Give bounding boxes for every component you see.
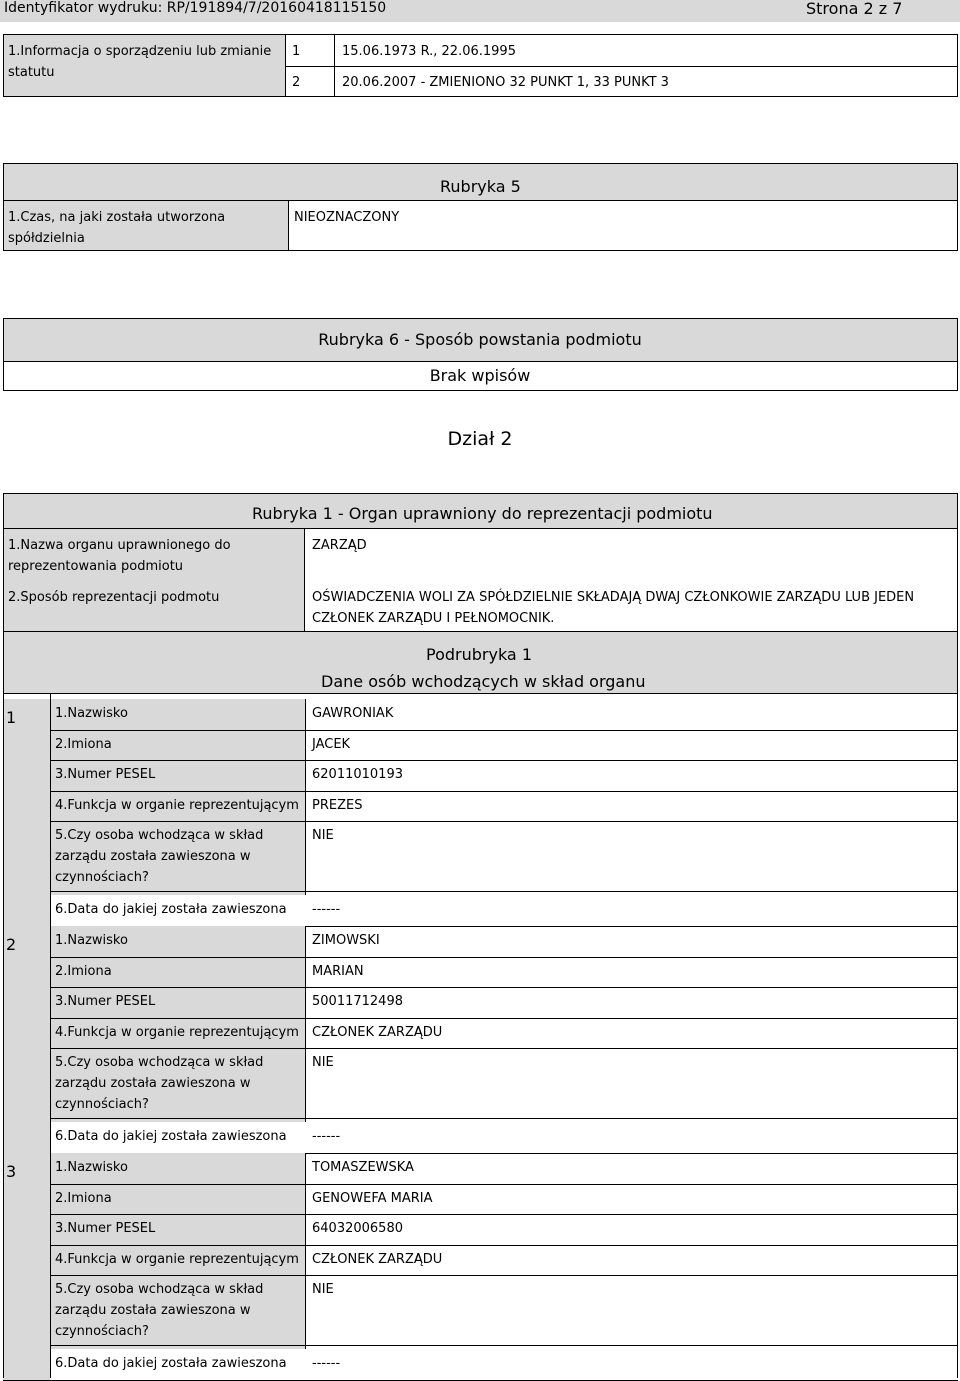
names-label: 2.Imiona bbox=[55, 737, 112, 752]
suspended-label: 5.Czy osoba wchodząca w skład zarządu została zawieszona w czynnościach? bbox=[55, 828, 264, 885]
row-divider bbox=[50, 987, 958, 988]
organ-name-value: ZARZĄD bbox=[312, 538, 367, 553]
person-number-cell bbox=[3, 1153, 50, 1380]
podrubryka-subtitle: Dane osób wchodzących w skład organu bbox=[321, 672, 646, 691]
date-value: ------ bbox=[312, 1356, 341, 1371]
surname-label: 1.Nazwisko bbox=[55, 933, 128, 948]
label-value-divider bbox=[305, 1153, 306, 1349]
pesel-label: 3.Numer PESEL bbox=[55, 767, 156, 782]
info-row-2-value: 20.06.2007 - ZMIENIONO 32 PUNKT 1, 33 PUNKT 3 bbox=[342, 75, 669, 90]
representation-label: 2.Sposób reprezentacji podmotu bbox=[8, 590, 220, 605]
organ-name-label: 1.Nazwa organu uprawnionego do reprezentowania podmiotu bbox=[8, 538, 231, 574]
function-label: 4.Funkcja w organie reprezentującym bbox=[55, 798, 299, 813]
pesel-value: 62011010193 bbox=[312, 767, 403, 782]
suspended-value: NIE bbox=[312, 1282, 334, 1297]
row-divider bbox=[50, 1275, 958, 1276]
rubryka6-title: Rubryka 6 - Sposób powstania podmiotu bbox=[318, 330, 642, 349]
function-label: 4.Funkcja w organie reprezentującym bbox=[55, 1252, 299, 1267]
row-divider bbox=[50, 760, 958, 761]
label-value-divider bbox=[305, 926, 306, 1122]
rubryka5-value: NIEOZNACZONY bbox=[294, 210, 400, 225]
info-row-1-num: 1 bbox=[292, 44, 301, 59]
row-divider bbox=[50, 1214, 958, 1215]
suspended-value: NIE bbox=[312, 1055, 334, 1070]
row-divider bbox=[50, 791, 958, 792]
row-divider bbox=[50, 730, 958, 731]
row-divider bbox=[50, 891, 958, 892]
person-number: 1 bbox=[6, 708, 17, 727]
row-divider bbox=[50, 821, 958, 822]
table-left-border bbox=[3, 694, 4, 1378]
suspended-label: 5.Czy osoba wchodząca w skład zarządu została zawieszona w czynnościach? bbox=[55, 1282, 264, 1339]
pesel-value: 50011712498 bbox=[312, 994, 403, 1009]
row-divider bbox=[50, 1048, 958, 1049]
print-id: Identyfikator wydruku: RP/191894/7/20160418115150 bbox=[4, 0, 387, 16]
person-number: 2 bbox=[6, 935, 17, 954]
pesel-label: 3.Numer PESEL bbox=[55, 1221, 156, 1236]
surname-label: 1.Nazwisko bbox=[55, 1160, 128, 1175]
page-number: Strona 2 z 7 bbox=[806, 0, 903, 18]
person-number-cell bbox=[3, 699, 50, 926]
date-value: ------ bbox=[312, 1129, 341, 1144]
row-divider bbox=[50, 1118, 958, 1119]
row-divider bbox=[50, 1018, 958, 1019]
row-divider bbox=[50, 1345, 958, 1346]
date-value: ------ bbox=[312, 902, 341, 917]
suspended-value: NIE bbox=[312, 828, 334, 843]
rubryka1-title: Rubryka 1 - Organ uprawniony do reprezentacji podmiotu bbox=[252, 504, 713, 523]
pesel-value: 64032006580 bbox=[312, 1221, 403, 1236]
names-value: JACEK bbox=[312, 737, 351, 752]
row-divider bbox=[50, 957, 958, 958]
suspended-label: 5.Czy osoba wchodząca w skład zarządu została zawieszona w czynnościach? bbox=[55, 1055, 264, 1112]
function-value: CZŁONEK ZARZĄDU bbox=[312, 1025, 443, 1040]
names-value: MARIAN bbox=[312, 964, 364, 979]
person-number-cell bbox=[3, 926, 50, 1153]
function-label: 4.Funkcja w organie reprezentującym bbox=[55, 1025, 299, 1040]
surname-value: TOMASZEWSKA bbox=[312, 1160, 414, 1175]
surname-value: ZIMOWSKI bbox=[312, 933, 380, 948]
info-row-1-value: 15.06.1973 R., 22.06.1995 bbox=[342, 44, 516, 59]
row-divider bbox=[50, 1245, 958, 1246]
date-label: 6.Data do jakiej została zawieszona bbox=[55, 1129, 287, 1144]
pesel-label: 3.Numer PESEL bbox=[55, 994, 156, 1009]
function-value: CZŁONEK ZARZĄDU bbox=[312, 1252, 443, 1267]
names-label: 2.Imiona bbox=[55, 964, 112, 979]
date-label: 6.Data do jakiej została zawieszona bbox=[55, 1356, 287, 1371]
number-col-border bbox=[50, 694, 51, 1378]
info-row-2-num: 2 bbox=[292, 75, 301, 90]
podrubryka-title: Podrubryka 1 bbox=[426, 645, 532, 664]
function-value: PREZES bbox=[312, 798, 363, 813]
table-right-border bbox=[957, 694, 958, 1378]
label-value-divider bbox=[305, 699, 306, 895]
row-divider bbox=[50, 1184, 958, 1185]
names-label: 2.Imiona bbox=[55, 1191, 112, 1206]
representation-value: OŚWIADCZENIA WOLI ZA SPÓŁDZIELNIE SKŁADAJĄ DWAJ CZŁONKOWIE ZARZĄDU LUB JEDEN CZŁONEK ZARZĄDU I PEŁNOMOCNIK. bbox=[312, 590, 915, 626]
rubryka6-value: Brak wpisów bbox=[429, 366, 531, 385]
info-label: 1.Informacja o sporządzeniu lub zmianie statutu bbox=[8, 44, 272, 80]
surname-value: GAWRONIAK bbox=[312, 706, 394, 721]
date-label: 6.Data do jakiej została zawieszona bbox=[55, 902, 287, 917]
rubryka5-label: 1.Czas, na jaki została utworzona spółdzielnia bbox=[8, 210, 226, 246]
rubryka5-title: Rubryka 5 bbox=[440, 177, 521, 196]
section-title: Dział 2 bbox=[447, 428, 513, 450]
surname-label: 1.Nazwisko bbox=[55, 706, 128, 721]
names-value: GENOWEFA MARIA bbox=[312, 1191, 433, 1206]
person-number: 3 bbox=[6, 1162, 17, 1181]
